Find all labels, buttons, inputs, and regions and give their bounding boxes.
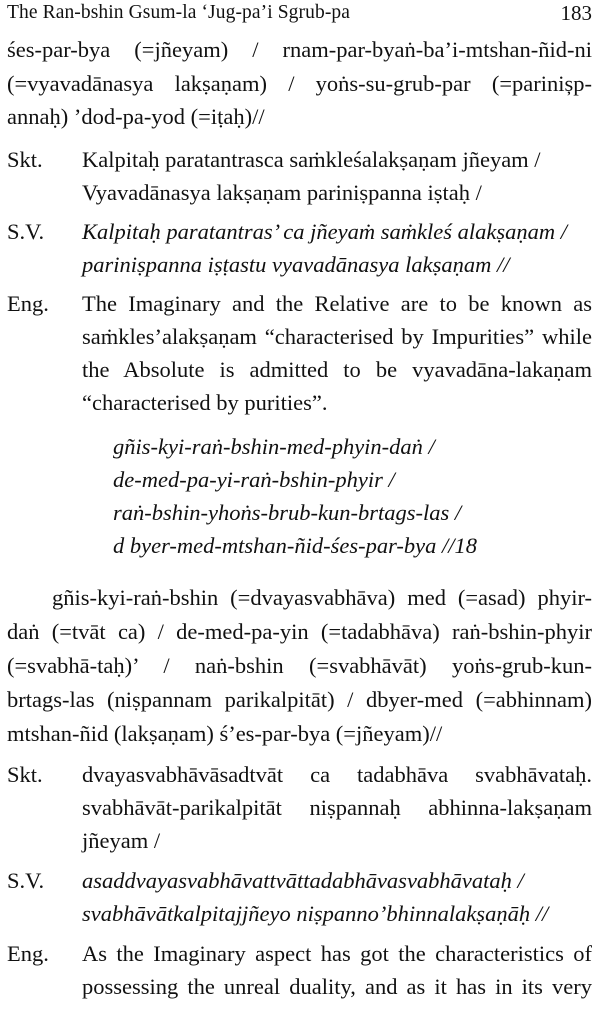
verse-line-3: raṅ-bshin-yhoṅs-brub-kun-brtags-las / — [113, 500, 462, 525]
sv-line-1a: Kalpitaḥ paratantras’ ca jñeyaṁ saṁkleś alakṣaṇam / — [82, 219, 567, 244]
skt-line-2b: svabhāvāt-parikalpitāt niṣpannaḥ abhinna-lakṣaṇam — [82, 795, 592, 820]
verse-line-2: de-med-pa-yi-raṅ-bshin-phyir / — [113, 467, 395, 492]
sv-line-2a: asaddvayasvabhāvattvāttadabhāvasvabhāvataḥ / — [82, 868, 524, 893]
gloss-line-1: gñis-kyi-raṅ-bshin (=dvayasvabhāva) med (=asad) phyir- — [52, 585, 592, 610]
eng-line-2a: As the Imaginary aspect has got the characteristics of — [82, 941, 592, 966]
eng-line-2b: possessing the unreal duality, and as it has in its very — [82, 974, 592, 999]
skt-label-2: Skt. — [7, 762, 43, 787]
eng-line-1d: “characterised by purities”. — [82, 390, 328, 415]
eng-line-1c: the Absolute is admitted to be vyavadāna-lakaṇam — [82, 357, 592, 382]
gloss-line-2: daṅ (=tvāt ca) / de-med-pa-yin (=tadabhāva) raṅ-bshin-phyir — [7, 619, 592, 644]
skt-line-2a: dvayasvabhāvāsadtvāt ca tadabhāva svabhāvataḥ. — [82, 762, 592, 787]
running-head — [7, 0, 592, 28]
skt-line-2c: jñeyam / — [82, 828, 161, 853]
page-number: 183 — [560, 1, 592, 25]
gloss-line-4: brtags-las (niṣpannam parikalpitāt) / dbyer-med (=abhinnam) — [7, 687, 592, 712]
sv-label-2: S.V. — [7, 868, 45, 893]
sv-label-1: S.V. — [7, 219, 45, 244]
intro-line-1: śes-par-bya (=jñeyam) / rnam-par-byaṅ-ba’i-mtshan-ñid-ni — [7, 37, 592, 62]
eng-line-1b: saṁkles’alakṣaṇam “characterised by Impurities” while — [82, 324, 592, 349]
skt-label-1: Skt. — [7, 147, 43, 172]
skt-line-1b: Vyavadānasya lakṣaṇam pariniṣpanna iṣtaḥ / — [82, 180, 482, 205]
skt-line-1a: Kalpitaḥ paratantrasca saṁkleśalakṣaṇam jñeyam / — [82, 147, 541, 172]
sv-line-1b: pariniṣpanna iṣṭastu vyavadānasya lakṣaṇam // — [82, 252, 510, 277]
intro-line-2: (=vyavadānasya lakṣaṇam) / yoṅs-su-grub-par (=parinișp- — [7, 71, 592, 96]
eng-line-1a: The Imaginary and the Relative are to be known as — [82, 291, 592, 316]
gloss-line-5: mtshan-ñid (lakṣaṇam) ś’es-par-bya (=jñeyam)// — [7, 721, 443, 746]
intro-line-3: annaḥ) ’dod-pa-yod (=iṭaḥ)// — [7, 104, 265, 129]
gloss-line-3: (=svabhā-taḥ)’ / naṅ-bshin (=svabhāvāt) yoṅs-grub-kun- — [7, 653, 592, 678]
sv-line-2b: svabhāvātkalpitajjñeyo niṣpanno’bhinnalakṣaṇāḥ // — [82, 901, 549, 926]
eng-label-2: Eng. — [7, 941, 49, 966]
running-head-title: The Ran-bshin Gsum-la ‘Jug-pa’i Sgrub-pa — [7, 2, 351, 23]
verse-line-4: d byer-med-mtshan-ñid-śes-par-bya //18 — [113, 533, 478, 558]
verse-line-1: gñis-kyi-raṅ-bshin-med-phyin-daṅ / — [113, 434, 435, 459]
eng-label-1: Eng. — [7, 291, 49, 316]
